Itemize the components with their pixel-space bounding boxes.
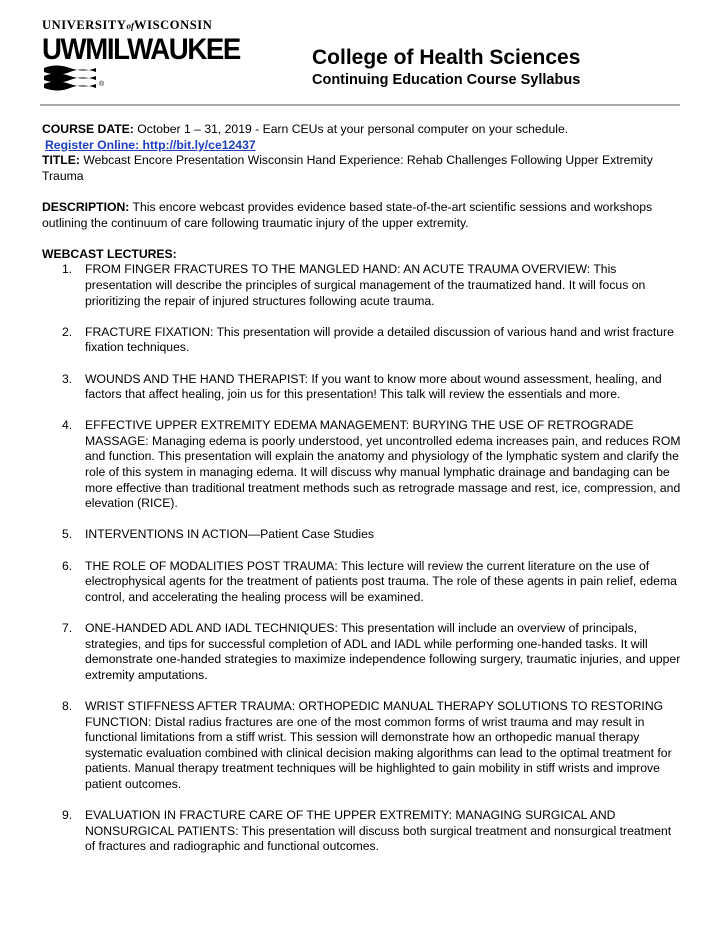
list-item-number: 2. <box>62 324 73 339</box>
syllabus-content <box>42 122 682 871</box>
list-item-text: FRACTURE FIXATION: This presentation will provide a detailed discussion of various hand and wrist fracture fixation techniques. <box>85 324 674 355</box>
list-item-number: 1. <box>62 262 73 277</box>
register-line <box>42 138 682 154</box>
list-item-number: 7. <box>62 621 73 635</box>
course-title-label: TITLE: <box>42 153 80 168</box>
list-item-number: 3. <box>62 371 73 386</box>
lectures-list <box>42 262 682 855</box>
spacer <box>42 184 682 200</box>
list-item-text: EFFECTIVE UPPER EXTREMITY EDEMA MANAGEMENT: BURYING THE USE OF RETROGRADE MASSAGE: Managing edema is poorly understood, yet uncontrolled edema increases pain, and reduces ROM and function. This presentation will explain the anatomy and physiology of the lymphatic system and clarify the role of this system in managing edema. It will discuss why manual lymphatic drainage and bandaging can be more effective than traditional treatment methods such as retrograde massage and rest, ice, compression, and elevation (RICE). <box>85 418 681 511</box>
list-item <box>42 325 682 356</box>
uwm-logo <box>42 18 252 88</box>
course-date <box>42 122 682 138</box>
flag-icon <box>42 64 98 94</box>
list-item-text: THE ROLE OF MODALITIES POST TRAUMA: This lecture will review the current literature on the use of electrophysical agents for the treatment of patients post trauma. The role of these agents in pain relief, edema control, and accelerating the healing process will be examined. <box>85 558 677 604</box>
lectures-heading: WEBCAST LECTURES: <box>42 246 177 261</box>
list-item-text: WOUNDS AND THE HAND THERAPIST: If you want to know more about wound assessment, healing, and factors that affect healing, join us for this presentation! This talk will review the essentials and more. <box>85 371 662 402</box>
page-title: College of Health Sciences <box>312 46 581 69</box>
course-date-value: October 1 – 31, 2019 - Earn CEUs at your personal computer on your schedule. <box>137 122 569 136</box>
list-item <box>42 559 682 606</box>
header-divider <box>40 104 680 106</box>
list-item <box>42 372 682 403</box>
list-item-text: EVALUATION IN FRACTURE CARE OF THE UPPER EXTREMITY: MANAGING SURGICAL AND NONSURGICAL PATIENTS: This presentation will discuss both surgical treatment and nonsurgical treatment of fractures and radiographic and functional outcomes. <box>85 808 672 854</box>
course-description <box>42 200 682 231</box>
spacer <box>42 231 682 247</box>
description-label: DESCRIPTION: <box>42 199 130 214</box>
list-item-number: 8. <box>62 698 73 713</box>
list-item <box>42 621 682 683</box>
list-item <box>42 262 682 309</box>
list-item <box>42 418 682 512</box>
list-item-text: FROM FINGER FRACTURES TO THE MANGLED HAND: AN ACUTE TRAUMA OVERVIEW: This presentation will describe the principles of surgical management of the traumatized hand. It will focus on prioritizing the repair of injured structures following acute trauma. <box>85 262 646 308</box>
course-title-value: Webcast Encore Presentation Wisconsin Hand Experience: Rehab Challenges Following Upper Extremity Trauma <box>42 153 653 183</box>
list-item-text: ONE-HANDED ADL AND IADL TECHNIQUES: This presentation will include an overview of principals, strategies, and tips for successful completion of ADL and IADL while performing one-handed tasks. It will demonstrate one-handed strategies to maximize independence following surgery, traumatic injuries, and upper extremity amputations. <box>85 621 681 682</box>
register-link[interactable]: Register Online: http://bit.ly/ce12437 <box>45 137 256 152</box>
course-date-label: COURSE DATE: <box>42 122 134 136</box>
registered-mark: ® <box>99 81 105 88</box>
list-item-number: 5. <box>62 527 73 542</box>
description-value: This encore webcast provides evidence based state-of-the-art scientific sessions and workshops outlining the continuum of care following traumatic injury of the upper extremity. <box>42 199 653 230</box>
logo-university-line: UNIVERSITYofWISCONSIN <box>42 18 213 32</box>
list-item <box>42 808 682 855</box>
course-title <box>42 153 682 184</box>
list-item-text: WRIST STIFFNESS AFTER TRAUMA: ORTHOPEDIC MANUAL THERAPY SOLUTIONS TO RESTORING FUNCTION: Distal radius fractures are one of the most common forms of wrist trauma and may result in functional limitations from a stiff wrist. This session will demonstrate how an orthopedic manual therapy systematic evaluation combined with clinical decision making algorithms can lead to the optimal treatment for patients. Manual therapy treatment techniques will be highlighted to gain mobility in stiff wrists and improve patient outcomes. <box>85 698 672 791</box>
page-subtitle: Continuing Education Course Syllabus <box>312 72 581 88</box>
list-item-number: 4. <box>62 418 73 433</box>
list-item <box>42 699 682 793</box>
list-item-text: INTERVENTIONS IN ACTION—Patient Case Studies <box>85 527 374 542</box>
list-item-number: 6. <box>62 558 73 573</box>
list-item-number: 9. <box>62 808 73 823</box>
list-item <box>42 527 682 543</box>
logo-wordmark: UWMILWAUKEE <box>42 33 240 66</box>
